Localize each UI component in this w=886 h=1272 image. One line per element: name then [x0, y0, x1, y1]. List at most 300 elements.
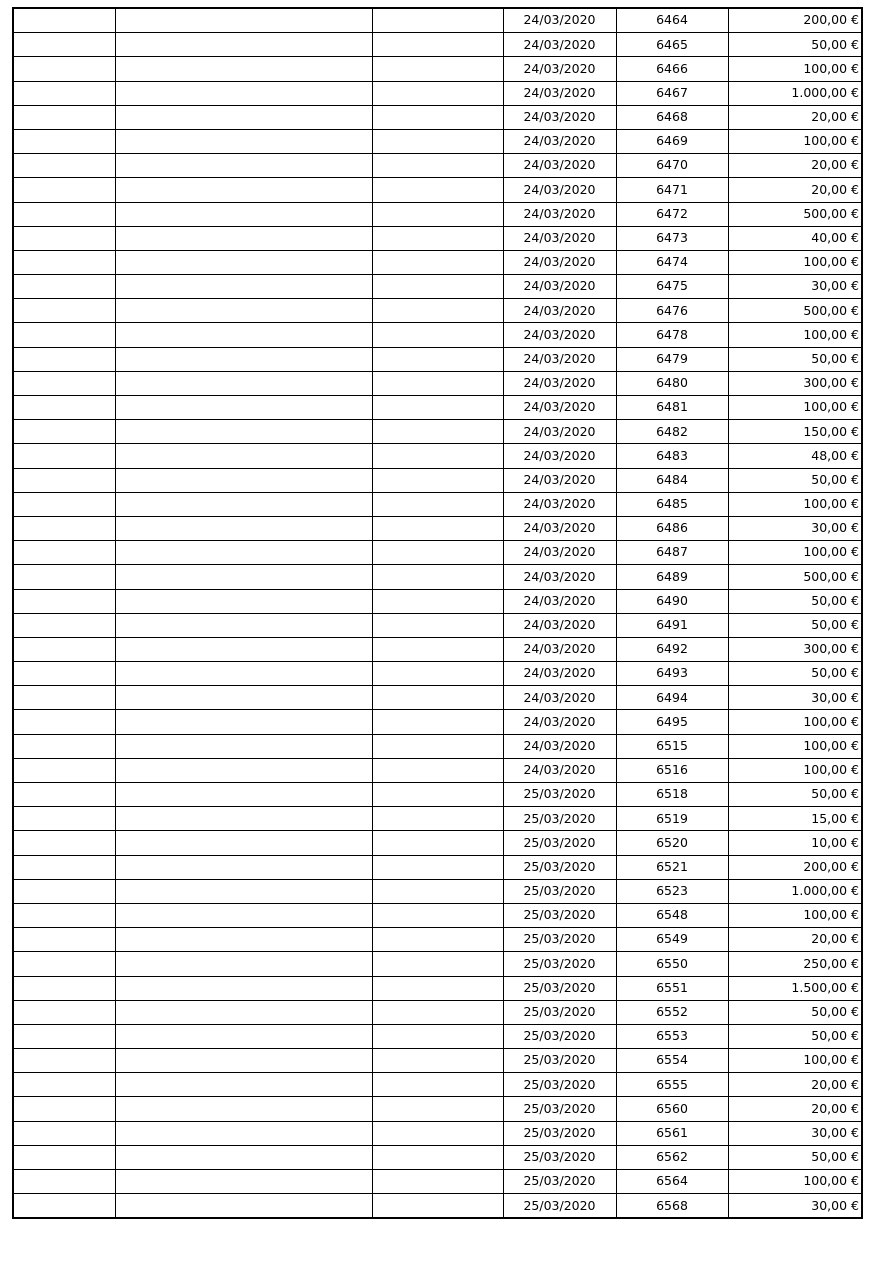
number-cell: 6470: [616, 154, 728, 178]
date-cell: 24/03/2020: [503, 154, 616, 178]
number-cell: 6479: [616, 347, 728, 371]
amount-cell: 50,00 €: [728, 613, 862, 637]
number-cell: 6555: [616, 1073, 728, 1097]
table-row: [13, 1097, 862, 1121]
empty-cell: [115, 226, 372, 250]
date-cell: 25/03/2020: [503, 1097, 616, 1121]
table-row: [13, 347, 862, 371]
amount-cell: 100,00 €: [728, 734, 862, 758]
empty-cell: [115, 129, 372, 153]
empty-cell: [115, 57, 372, 81]
empty-cell: [115, 613, 372, 637]
empty-cell: [13, 178, 115, 202]
empty-cell: [372, 8, 503, 33]
empty-cell: [372, 299, 503, 323]
date-cell: 24/03/2020: [503, 202, 616, 226]
number-cell: 6568: [616, 1194, 728, 1219]
number-cell: 6492: [616, 637, 728, 661]
empty-cell: [13, 1170, 115, 1194]
number-cell: 6474: [616, 250, 728, 274]
table-row: [13, 758, 862, 782]
number-cell: 6476: [616, 299, 728, 323]
date-cell: 24/03/2020: [503, 178, 616, 202]
date-cell: 25/03/2020: [503, 807, 616, 831]
empty-cell: [13, 444, 115, 468]
empty-cell: [372, 1145, 503, 1169]
amount-cell: 48,00 €: [728, 444, 862, 468]
amount-cell: 50,00 €: [728, 1024, 862, 1048]
empty-cell: [372, 1194, 503, 1219]
table-row: [13, 637, 862, 661]
date-cell: 24/03/2020: [503, 250, 616, 274]
date-cell: 24/03/2020: [503, 468, 616, 492]
date-cell: 25/03/2020: [503, 903, 616, 927]
empty-cell: [372, 589, 503, 613]
amount-cell: 1.000,00 €: [728, 879, 862, 903]
table-row: [13, 81, 862, 105]
amount-cell: 1.000,00 €: [728, 81, 862, 105]
number-cell: 6466: [616, 57, 728, 81]
amount-cell: 100,00 €: [728, 57, 862, 81]
table-row: [13, 952, 862, 976]
empty-cell: [115, 81, 372, 105]
amount-cell: 20,00 €: [728, 105, 862, 129]
date-cell: 24/03/2020: [503, 299, 616, 323]
empty-cell: [372, 758, 503, 782]
empty-cell: [13, 807, 115, 831]
amount-cell: 1.500,00 €: [728, 976, 862, 1000]
amount-cell: 100,00 €: [728, 323, 862, 347]
empty-cell: [115, 541, 372, 565]
empty-cell: [115, 637, 372, 661]
empty-cell: [115, 903, 372, 927]
amount-cell: 100,00 €: [728, 250, 862, 274]
number-cell: 6552: [616, 1000, 728, 1024]
table-row: [13, 855, 862, 879]
empty-cell: [13, 33, 115, 57]
amount-cell: 50,00 €: [728, 1000, 862, 1024]
amount-cell: 30,00 €: [728, 1121, 862, 1145]
empty-cell: [115, 299, 372, 323]
amount-cell: 300,00 €: [728, 637, 862, 661]
amount-cell: 100,00 €: [728, 396, 862, 420]
empty-cell: [372, 1024, 503, 1048]
amount-cell: 20,00 €: [728, 928, 862, 952]
amount-cell: 100,00 €: [728, 1049, 862, 1073]
empty-cell: [372, 105, 503, 129]
empty-cell: [13, 879, 115, 903]
empty-cell: [372, 420, 503, 444]
table-row: [13, 879, 862, 903]
empty-cell: [115, 1097, 372, 1121]
empty-cell: [372, 516, 503, 540]
empty-cell: [372, 662, 503, 686]
date-cell: 25/03/2020: [503, 952, 616, 976]
number-cell: 6471: [616, 178, 728, 202]
empty-cell: [13, 855, 115, 879]
number-cell: 6520: [616, 831, 728, 855]
date-cell: 24/03/2020: [503, 347, 616, 371]
date-cell: 25/03/2020: [503, 1145, 616, 1169]
number-cell: 6519: [616, 807, 728, 831]
empty-cell: [372, 1000, 503, 1024]
empty-cell: [372, 807, 503, 831]
date-cell: 25/03/2020: [503, 855, 616, 879]
table-row: [13, 1073, 862, 1097]
number-cell: 6485: [616, 492, 728, 516]
empty-cell: [115, 323, 372, 347]
table-row: [13, 565, 862, 589]
empty-cell: [13, 299, 115, 323]
number-cell: 6473: [616, 226, 728, 250]
table-row: [13, 976, 862, 1000]
empty-cell: [115, 589, 372, 613]
date-cell: 24/03/2020: [503, 662, 616, 686]
empty-cell: [372, 371, 503, 395]
empty-cell: [115, 565, 372, 589]
empty-cell: [13, 734, 115, 758]
number-cell: 6523: [616, 879, 728, 903]
empty-cell: [13, 1024, 115, 1048]
amount-cell: 30,00 €: [728, 516, 862, 540]
empty-cell: [372, 734, 503, 758]
empty-cell: [13, 952, 115, 976]
empty-cell: [13, 1097, 115, 1121]
table-row: [13, 686, 862, 710]
number-cell: 6468: [616, 105, 728, 129]
table-row: [13, 1024, 862, 1048]
amount-cell: 100,00 €: [728, 492, 862, 516]
number-cell: 6484: [616, 468, 728, 492]
table-row: [13, 1121, 862, 1145]
empty-cell: [115, 1000, 372, 1024]
empty-cell: [115, 347, 372, 371]
empty-cell: [372, 928, 503, 952]
date-cell: 24/03/2020: [503, 710, 616, 734]
number-cell: 6516: [616, 758, 728, 782]
empty-cell: [115, 105, 372, 129]
table-row: [13, 129, 862, 153]
table-row: [13, 541, 862, 565]
empty-cell: [13, 468, 115, 492]
empty-cell: [13, 347, 115, 371]
amount-cell: 500,00 €: [728, 202, 862, 226]
empty-cell: [372, 129, 503, 153]
table-row: [13, 396, 862, 420]
empty-cell: [372, 541, 503, 565]
amount-cell: 50,00 €: [728, 33, 862, 57]
date-cell: 24/03/2020: [503, 226, 616, 250]
date-cell: 24/03/2020: [503, 8, 616, 33]
amount-cell: 100,00 €: [728, 903, 862, 927]
table-row: [13, 1000, 862, 1024]
amount-cell: 30,00 €: [728, 275, 862, 299]
number-cell: 6482: [616, 420, 728, 444]
date-cell: 25/03/2020: [503, 1000, 616, 1024]
empty-cell: [115, 686, 372, 710]
date-cell: 24/03/2020: [503, 492, 616, 516]
empty-cell: [372, 275, 503, 299]
empty-cell: [115, 33, 372, 57]
amount-cell: 200,00 €: [728, 8, 862, 33]
number-cell: 6472: [616, 202, 728, 226]
date-cell: 25/03/2020: [503, 1170, 616, 1194]
empty-cell: [13, 928, 115, 952]
table-row: [13, 516, 862, 540]
empty-cell: [115, 734, 372, 758]
empty-cell: [372, 879, 503, 903]
empty-cell: [115, 8, 372, 33]
number-cell: 6554: [616, 1049, 728, 1073]
table-row: [13, 323, 862, 347]
table-row: [13, 734, 862, 758]
date-cell: 24/03/2020: [503, 758, 616, 782]
number-cell: 6480: [616, 371, 728, 395]
empty-cell: [115, 710, 372, 734]
date-cell: 24/03/2020: [503, 589, 616, 613]
number-cell: 6494: [616, 686, 728, 710]
number-cell: 6562: [616, 1145, 728, 1169]
empty-cell: [115, 1024, 372, 1048]
table-row: [13, 492, 862, 516]
amount-cell: 500,00 €: [728, 565, 862, 589]
date-cell: 24/03/2020: [503, 637, 616, 661]
empty-cell: [372, 323, 503, 347]
date-cell: 24/03/2020: [503, 57, 616, 81]
table-row: [13, 178, 862, 202]
date-cell: 24/03/2020: [503, 541, 616, 565]
number-cell: 6487: [616, 541, 728, 565]
empty-cell: [372, 613, 503, 637]
table-row: [13, 371, 862, 395]
date-cell: 25/03/2020: [503, 1121, 616, 1145]
date-cell: 24/03/2020: [503, 613, 616, 637]
number-cell: 6521: [616, 855, 728, 879]
empty-cell: [13, 589, 115, 613]
number-cell: 6489: [616, 565, 728, 589]
empty-cell: [13, 758, 115, 782]
table-row: [13, 831, 862, 855]
number-cell: 6483: [616, 444, 728, 468]
amount-cell: 10,00 €: [728, 831, 862, 855]
amount-cell: 20,00 €: [728, 1097, 862, 1121]
number-cell: 6465: [616, 33, 728, 57]
empty-cell: [372, 637, 503, 661]
empty-cell: [13, 1049, 115, 1073]
empty-cell: [13, 154, 115, 178]
empty-cell: [115, 1049, 372, 1073]
empty-cell: [115, 420, 372, 444]
empty-cell: [115, 1170, 372, 1194]
table-row: [13, 299, 862, 323]
empty-cell: [13, 686, 115, 710]
table-row: [13, 903, 862, 927]
number-cell: 6564: [616, 1170, 728, 1194]
number-cell: 6478: [616, 323, 728, 347]
empty-cell: [13, 613, 115, 637]
empty-cell: [13, 129, 115, 153]
empty-cell: [13, 976, 115, 1000]
ledger-body: [13, 8, 862, 1218]
amount-cell: 50,00 €: [728, 1145, 862, 1169]
empty-cell: [372, 202, 503, 226]
empty-cell: [13, 202, 115, 226]
date-cell: 24/03/2020: [503, 129, 616, 153]
date-cell: 25/03/2020: [503, 1049, 616, 1073]
date-cell: 24/03/2020: [503, 81, 616, 105]
date-cell: 24/03/2020: [503, 734, 616, 758]
number-cell: 6515: [616, 734, 728, 758]
amount-cell: 150,00 €: [728, 420, 862, 444]
table-row: [13, 202, 862, 226]
amount-cell: 15,00 €: [728, 807, 862, 831]
empty-cell: [115, 783, 372, 807]
empty-cell: [372, 1049, 503, 1073]
table-row: [13, 468, 862, 492]
date-cell: 24/03/2020: [503, 565, 616, 589]
table-row: [13, 1170, 862, 1194]
number-cell: 6493: [616, 662, 728, 686]
number-cell: 6491: [616, 613, 728, 637]
empty-cell: [115, 1194, 372, 1219]
table-row: [13, 1145, 862, 1169]
empty-cell: [13, 226, 115, 250]
empty-cell: [372, 710, 503, 734]
table-row: [13, 928, 862, 952]
empty-cell: [13, 396, 115, 420]
empty-cell: [13, 831, 115, 855]
date-cell: 24/03/2020: [503, 275, 616, 299]
date-cell: 25/03/2020: [503, 1024, 616, 1048]
empty-cell: [13, 1000, 115, 1024]
empty-cell: [13, 1194, 115, 1219]
amount-cell: 100,00 €: [728, 758, 862, 782]
empty-cell: [372, 81, 503, 105]
empty-cell: [372, 57, 503, 81]
table-row: [13, 57, 862, 81]
number-cell: 6551: [616, 976, 728, 1000]
date-cell: 25/03/2020: [503, 976, 616, 1000]
number-cell: 6548: [616, 903, 728, 927]
date-cell: 24/03/2020: [503, 33, 616, 57]
table-row: [13, 105, 862, 129]
table-row: [13, 226, 862, 250]
empty-cell: [372, 468, 503, 492]
empty-cell: [13, 105, 115, 129]
table-row: [13, 662, 862, 686]
number-cell: 6561: [616, 1121, 728, 1145]
number-cell: 6518: [616, 783, 728, 807]
empty-cell: [115, 952, 372, 976]
date-cell: 25/03/2020: [503, 928, 616, 952]
empty-cell: [115, 396, 372, 420]
empty-cell: [13, 541, 115, 565]
date-cell: 25/03/2020: [503, 831, 616, 855]
table-row: [13, 783, 862, 807]
amount-cell: 100,00 €: [728, 1170, 862, 1194]
table-row: [13, 613, 862, 637]
empty-cell: [115, 1121, 372, 1145]
empty-cell: [115, 662, 372, 686]
number-cell: 6550: [616, 952, 728, 976]
empty-cell: [115, 444, 372, 468]
table-row: [13, 33, 862, 57]
empty-cell: [115, 275, 372, 299]
date-cell: 24/03/2020: [503, 105, 616, 129]
empty-cell: [372, 178, 503, 202]
empty-cell: [115, 831, 372, 855]
empty-cell: [13, 8, 115, 33]
date-cell: 24/03/2020: [503, 396, 616, 420]
empty-cell: [115, 202, 372, 226]
amount-cell: 100,00 €: [728, 541, 862, 565]
empty-cell: [115, 492, 372, 516]
amount-cell: 300,00 €: [728, 371, 862, 395]
empty-cell: [372, 855, 503, 879]
empty-cell: [372, 226, 503, 250]
number-cell: 6490: [616, 589, 728, 613]
empty-cell: [372, 347, 503, 371]
empty-cell: [115, 1073, 372, 1097]
ledger-table: [12, 7, 863, 1219]
amount-cell: 30,00 €: [728, 686, 862, 710]
amount-cell: 20,00 €: [728, 178, 862, 202]
empty-cell: [372, 1097, 503, 1121]
number-cell: 6481: [616, 396, 728, 420]
empty-cell: [372, 686, 503, 710]
amount-cell: 50,00 €: [728, 783, 862, 807]
date-cell: 25/03/2020: [503, 1194, 616, 1219]
number-cell: 6495: [616, 710, 728, 734]
table-row: [13, 420, 862, 444]
empty-cell: [115, 371, 372, 395]
table-row: [13, 444, 862, 468]
date-cell: 24/03/2020: [503, 371, 616, 395]
empty-cell: [13, 1121, 115, 1145]
empty-cell: [372, 492, 503, 516]
table-row: [13, 1049, 862, 1073]
empty-cell: [372, 396, 503, 420]
number-cell: 6464: [616, 8, 728, 33]
empty-cell: [115, 928, 372, 952]
empty-cell: [13, 275, 115, 299]
empty-cell: [372, 831, 503, 855]
empty-cell: [13, 516, 115, 540]
empty-cell: [115, 1145, 372, 1169]
empty-cell: [115, 516, 372, 540]
empty-cell: [372, 952, 503, 976]
empty-cell: [13, 57, 115, 81]
empty-cell: [115, 154, 372, 178]
empty-cell: [115, 468, 372, 492]
empty-cell: [13, 323, 115, 347]
empty-cell: [372, 903, 503, 927]
empty-cell: [372, 1170, 503, 1194]
empty-cell: [115, 250, 372, 274]
table-row: [13, 250, 862, 274]
number-cell: 6486: [616, 516, 728, 540]
empty-cell: [372, 444, 503, 468]
amount-cell: 100,00 €: [728, 129, 862, 153]
number-cell: 6560: [616, 1097, 728, 1121]
amount-cell: 40,00 €: [728, 226, 862, 250]
table-row: [13, 710, 862, 734]
number-cell: 6469: [616, 129, 728, 153]
empty-cell: [13, 81, 115, 105]
empty-cell: [13, 492, 115, 516]
amount-cell: 50,00 €: [728, 589, 862, 613]
amount-cell: 50,00 €: [728, 468, 862, 492]
